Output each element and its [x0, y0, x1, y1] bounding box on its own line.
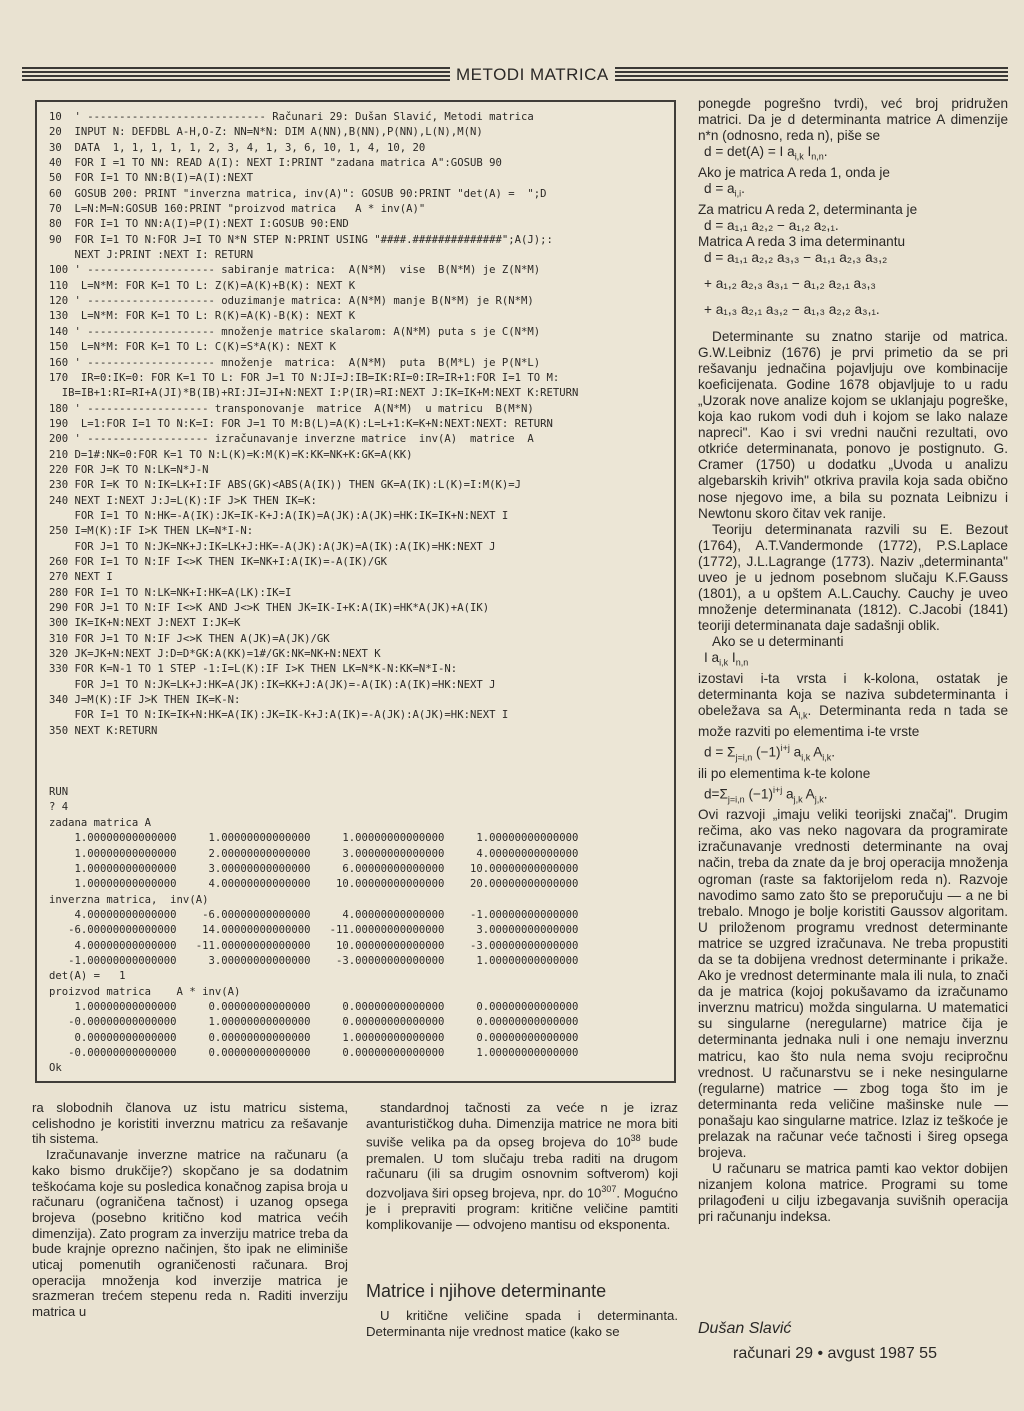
code-line: 4.00000000000000 -6.00000000000000 4.00000000000000 -1.00000000000000 — [49, 908, 579, 921]
formula: + a₁,₂ a₂,₃ a₃,₁ − a₁,₂ a₂,₁ a₃,₃ — [704, 276, 876, 292]
code-line: 1.00000000000000 1.00000000000000 1.00000000000000 1.00000000000000 — [49, 832, 579, 845]
code-line: 220 FOR J=K TO N:LK=N*J-N — [49, 463, 209, 476]
paragraph: U kritične veličine spada i determinanta. Determinanta nije vrednost matice (kako se — [366, 1308, 678, 1339]
code-line: 4.00000000000000 -11.00000000000000 10.00000000000000 -3.00000000000000 — [49, 939, 579, 952]
paragraph: U računaru se matrica pamti kao vektor dobijen nizanjem kolona matrice. Programi su tome prilagođeni u cilju izbegavanja suvišnih operacija pri računanju indeksa. — [698, 1161, 1008, 1225]
code-line: 50 FOR I=1 TO NN:B(I)=A(I):NEXT — [49, 172, 254, 185]
code-line: 30 DATA 1, 1, 1, 1, 1, 2, 3, 4, 1, 3, 6, 10, 1, 4, 10, 20 — [49, 141, 426, 154]
program-listing-box — [35, 100, 676, 1083]
code-line: 260 FOR I=1 TO N:IF I<>K THEN IK=NK+I:A(IK)=-A(IK)/GK — [49, 555, 388, 568]
code-line: -6.00000000000000 14.00000000000000 -11.00000000000000 3.00000000000000 — [49, 924, 579, 937]
code-line: det(A) = 1 — [49, 970, 126, 983]
formula: d = a₁,₁ a₂,₂ − a₁,₂ a₂,₁. — [704, 218, 839, 234]
code-line: 100 ' -------------------- sabiranje matrica: A(N*M) vise B(N*M) je Z(N*M) — [49, 264, 541, 277]
code-line: zadana matrica A — [49, 816, 152, 829]
code-line: 90 FOR I=1 TO N:FOR J=I TO N*N STEP N:PRINT USING "####.##############";A(J);: — [49, 233, 553, 246]
code-line: 310 FOR J=1 TO N:IF J<>K THEN A(JK)=A(JK)/GK — [49, 632, 330, 645]
code-line: 250 I=M(K):IF I>K THEN LK=N*I-N: — [49, 525, 254, 538]
code-line: NEXT J:PRINT :NEXT I: RETURN — [49, 249, 254, 262]
paragraph: Ako je matrica A reda 1, onda je — [698, 165, 890, 181]
code-line: 120 ' -------------------- oduzimanje matrica: A(N*M) manje B(N*M) je R(N*M) — [49, 295, 534, 308]
code-line: 0.00000000000000 0.00000000000000 1.00000000000000 0.00000000000000 — [49, 1031, 579, 1044]
code-line: 130 L=N*M: FOR K=1 TO L: R(K)=A(K)-B(K): NEXT K — [49, 310, 356, 323]
code-line: 270 NEXT I — [49, 571, 113, 584]
code-line: FOR I=1 TO N:IK=IK+N:HK=A(IK):JK=IK-K+J:A(IK)=-A(JK):A(JK)=HK:NEXT I — [49, 709, 509, 722]
code-line: 290 FOR J=1 TO N:IF I<>K AND J<>K THEN JK=IK-I+K:A(IK)=HK*A(JK)+A(IK) — [49, 602, 490, 614]
paragraph: Determinante su znatno starije od matrica. G.W.Leibniz (1676) je prvi primetio da se pri rešavanju jednačina pojavljuju ove kombinacije koeficijenata. Godine 1678 objavljuje to u radu „Uzorak nove analize kojom se uklanjaju pogreške, koja kao rukom vodi duh i kojom se lako nalaze napreci". Kao i svi vredni naučni rezultati, ovo otkriće determinanata, ponovo je postignuto. G. Cramer (1750) u dodatku „Uvoda u analizu algebarskih krivih" otkriva pravila koja sada obično nose njegovo ime, a bila su poznata Leibnizu i Newtonu skoro čitav vek ranije. — [698, 328, 1008, 521]
subsection-heading: Matrice i njihove determinante — [366, 1281, 607, 1301]
code-line: FOR I=1 TO N:HK=-A(IK):JK=IK-K+J:A(IK)=A(JK):A(JK)=HK:IK=IK+N:NEXT I — [49, 509, 509, 522]
code-line: IB=IB+1:RI=RI+A(JI)*B(IB)+RI:JI=JI+N:NEXT I:P(IR)=RI:NEXT J:IK=IK+M:NEXT K:RETURN — [49, 387, 579, 400]
code-line: -1.00000000000000 3.00000000000000 -3.00000000000000 1.00000000000000 — [49, 954, 579, 967]
code-line: 20 INPUT N: DEFDBL A-H,O-Z: NN=N*N: DIM A(NN),B(NN),P(NN),L(N),M(N) — [49, 126, 483, 139]
paragraph: ili po elementima k-te kolone — [698, 765, 871, 781]
section-header — [22, 62, 1008, 88]
code-line: proizvod matrica A * inv(A) — [49, 985, 241, 998]
formula: $d=\Sigma_{j=i,n}$ $(-1)^{i+j}$ $a_{j,k}$ $A_{j,k}$. — [704, 784, 828, 805]
code-line: 10 ' ---------------------------- Računari 29: Dušan Slavić, Metodi matrica — [49, 111, 534, 123]
author-signature: Dušan Slavić — [698, 1320, 792, 1337]
code-line: 60 GOSUB 200: PRINT "inverzna matrica, inv(A)": GOSUB 90:PRINT "det(A) = ";D — [49, 187, 547, 200]
formula: d = det(A) = I $a_{i,k}$ $I_{n,n}$. — [704, 144, 828, 162]
formula: $d = a_{i,i}$. — [704, 181, 745, 199]
code-line: RUN — [49, 786, 69, 799]
paragraph: Ako se u determinanti — [712, 634, 844, 650]
article-column-middle — [366, 1100, 678, 1232]
paragraph: Izračunavanje inverzne matrice na računaru (a kako bismo drukčije?) skopčano je sa dodatnim teškoćama koje su posledica konačnog zapisa broja u računaru (ograničena tačnost) i uzanog opsega brojeva (posebno kritično kod matrica većih dimenzija). Zato program za inverziju matrice treba da bude krajnje oprezno načinjen, što ipak ne eliminiše uticaj pomenutih ograničenosti računara. Broj operacija množenja kod inverzije matrica je srazmeran trećem stepenu reda n. Raditi inverziju matrica u — [32, 1147, 348, 1320]
code-line: 80 FOR I=1 TO NN:A(I)=P(I):NEXT I:GOSUB 90:END — [49, 218, 349, 231]
code-line: 340 J=M(K):IF J>K THEN IK=K-N: — [49, 694, 241, 707]
paragraph: Teoriju determinanata razvili su E. Bezout (1764), A.T.Vandermonde (1772), P.S.Laplace (1772), J.L.Lagrange (1773). Naziv „determinanta" uveo je u jednom posebnom slučaju K.F.Gauss (1801), a u opštem A.L.Cauchy. Cauchy je uveo množenje determinanata (1812). C.Jacobi (1841) teoriji determinanata daje sadašnji oblik. — [698, 521, 1008, 634]
code-line: 160 ' -------------------- množenje matrica: A(N*M) puta B(M*L) je P(N*L) — [49, 356, 541, 369]
code-line: 1.00000000000000 0.00000000000000 0.00000000000000 0.00000000000000 — [49, 1000, 579, 1013]
code-line: 210 D=1#:NK=0:FOR K=1 TO N:L(K)=K:M(K)=K:KK=NK+K:GK=A(KK) — [49, 448, 413, 461]
paragraph: standardnoj tačnosti za veće n je izraz avanturističkog duha. Dimenzija matrice ne mora biti suviše velika pa da opseg brojeva do $10^{38}$ bude premalen. U tom slučaju treba raditi na drugom računaru (ili sa drugim osnovnim softverom) koji dozvoljava širi opseg brojeva, npr. do $10^{307}$. Mogućno je i prepraviti program: kritične veličine pamtiti komplikovanije — odvojeno mantisu od eksponenta. — [366, 1100, 678, 1232]
formula: d = a₁,₁ a₂,₂ a₃,₃ − a₁,₁ a₂,₃ a₃,₂ — [704, 250, 888, 266]
code-line: Ok — [49, 1062, 62, 1075]
code-line: 170 IR=0:IK=0: FOR K=1 TO L: FOR J=1 TO N:JI=J:IB=IK:RI=0:IR=IR+1:FOR I=1 TO M: — [49, 371, 560, 384]
code-line: 1.00000000000000 4.00000000000000 10.00000000000000 20.00000000000000 — [49, 878, 579, 891]
code-line: inverzna matrica, inv(A) — [49, 893, 209, 906]
code-line: 350 NEXT K:RETURN — [49, 724, 158, 737]
formula: + a₁,₃ a₂,₁ a₃,₂ − a₁,₃ a₂,₂ a₃,₁. — [704, 302, 880, 318]
code-line: 300 IK=IK+N:NEXT J:NEXT I:JK=K — [49, 617, 241, 630]
paragraph: Za matricu A reda 2, determinanta je — [698, 202, 918, 217]
code-line: 70 L=N:M=N:GOSUB 160:PRINT "proizvod matrica A * inv(A)" — [49, 203, 426, 216]
code-line: 1.00000000000000 2.00000000000000 3.00000000000000 4.00000000000000 — [49, 847, 579, 860]
code-line: 40 FOR I =1 TO NN: READ A(I): NEXT I:PRINT "zadana matrica A":GOSUB 90 — [49, 157, 502, 170]
code-line: 280 FOR I=1 TO N:LK=NK+I:HK=A(LK):IK=I — [49, 586, 292, 599]
code-line: 180 ' ------------------- transponovanje matrice A(N*M) u matricu B(M*N) — [49, 402, 534, 415]
code-line: FOR J=1 TO N:JK=NK+J:IK=LK+J:HK=-A(JK):A(JK)=A(IK):A(IK)=HK:NEXT J — [49, 540, 496, 553]
article-column-left — [32, 1100, 348, 1320]
article-column-middle-continued — [366, 1308, 678, 1339]
formula: $d = \Sigma_{j=i,n}$ $(-1)^{i+j}$ $a_{i,k}$ $A_{i,k}$. — [704, 743, 836, 763]
code-line: 240 NEXT I:NEXT J:J=L(K):IF J>K THEN IK=K: — [49, 494, 317, 507]
section-title: METODI MATRICA — [450, 65, 615, 85]
paragraph: Ovi razvoji „imaju veliki teorijski značaj". Drugim rečima, ako vas neko nagovara da programirate izračunavanje vrednosti determinante na ovaj način, treba da znate da je broj operacija množenja ogroman (raste sa faktorijelom reda n). Razvoje navodimo samo zato što se preporučuju — a ne bi trebalo. Mnogo je bolje koristiti Gaussov algoritam. U priloženom programu vrednost determinante matrice se uzgred izračunava. Ne treba propustiti da se ta dobijena vrednost determinante i prikaže. Ako je vrednost determinante mala ili nula, to znači da je matrica (kojoj pokušavamo da izračunamo inverznu matricu) možda singularna. U matematici su singularne (neregularne) matrice čija je determinanta jednaka nuli i one nemaju inverznu matricu, kao što nula nema svoju recipročnu vrednost. U računarstvu se i neke nesingularne (regularne) matrice — zbog toga što im je determinanta reda veličine mašinske nule — ponašaju kao singularne matrice. Izlaz iz teškoće je prelazak na računar veće tačnosti i šireg opsega brojeva. — [698, 807, 1008, 1161]
code-line: 330 FOR K=N-1 TO 1 STEP -1:I=L(K):IF I>K THEN LK=N*K-N:KK=N*I-N: — [49, 663, 458, 676]
paragraph: ponegde pogrešno tvrdi), već broj pridružen matrici. Da je d determinanta matrice A dimenzije n*n (odnosno, reda n), piše se — [698, 96, 1008, 144]
program-listing — [49, 110, 671, 1077]
code-line: 190 L=1:FOR I=1 TO N:K=I: FOR J=1 TO M:B(L)=A(K):L=L+1:K=K+N:NEXT:NEXT: RETURN — [49, 417, 553, 430]
code-line: -0.00000000000000 0.00000000000000 0.00000000000000 1.00000000000000 — [49, 1046, 579, 1059]
paragraph: ra slobodnih članova uz istu matricu sistema, celishodno je koristiti inverznu matricu za rešavanje tih sistema. — [32, 1100, 348, 1147]
page-footer: računari 29 • avgust 1987 55 — [733, 1345, 937, 1362]
code-line: ? 4 — [49, 801, 69, 814]
code-line: 320 JK=JK+N:NEXT J:D=D*GK:A(KK)=1#/GK:NK=NK+N:NEXT K — [49, 648, 381, 661]
code-line: -0.00000000000000 1.00000000000000 0.00000000000000 0.00000000000000 — [49, 1016, 579, 1029]
article-column-right — [698, 96, 1008, 1226]
code-line: FOR J=1 TO N:JK=LK+J:HK=A(JK):IK=KK+J:A(JK)=-A(IK):A(IK)=HK:NEXT J — [49, 678, 496, 691]
code-line: 200 ' ------------------- izračunavanje inverzne matrice inv(A) matrice A — [49, 433, 534, 446]
code-line: 230 FOR I=K TO N:IK=LK+I:IF ABS(GK)<ABS(A(IK)) THEN GK=A(IK):L(K)=I:M(K)=J — [49, 479, 521, 492]
code-line: 140 ' -------------------- množenje matrice skalarom: A(N*M) puta s je C(N*M) — [49, 325, 541, 338]
paragraph: Matrica A reda 3 ima determinantu — [698, 234, 906, 250]
code-line: 150 L=N*M: FOR K=1 TO L: C(K)=S*A(K): NEXT K — [49, 341, 337, 354]
code-line: 1.00000000000000 3.00000000000000 6.00000000000000 10.00000000000000 — [49, 862, 579, 875]
code-line: 110 L=N*M: FOR K=1 TO L: Z(K)=A(K)+B(K): NEXT K — [49, 279, 356, 292]
paragraph: izostavi i-ta vrsta i k-kolona, ostatak je determinanta koja se naziva subdeterminanta i obeležava sa $A_{i,k}$. Determinanta reda n tada se može razviti po elementima i-te vrste — [698, 671, 1008, 740]
formula: I $a_{i,k}$ $I_{n,n}$ — [704, 650, 749, 669]
